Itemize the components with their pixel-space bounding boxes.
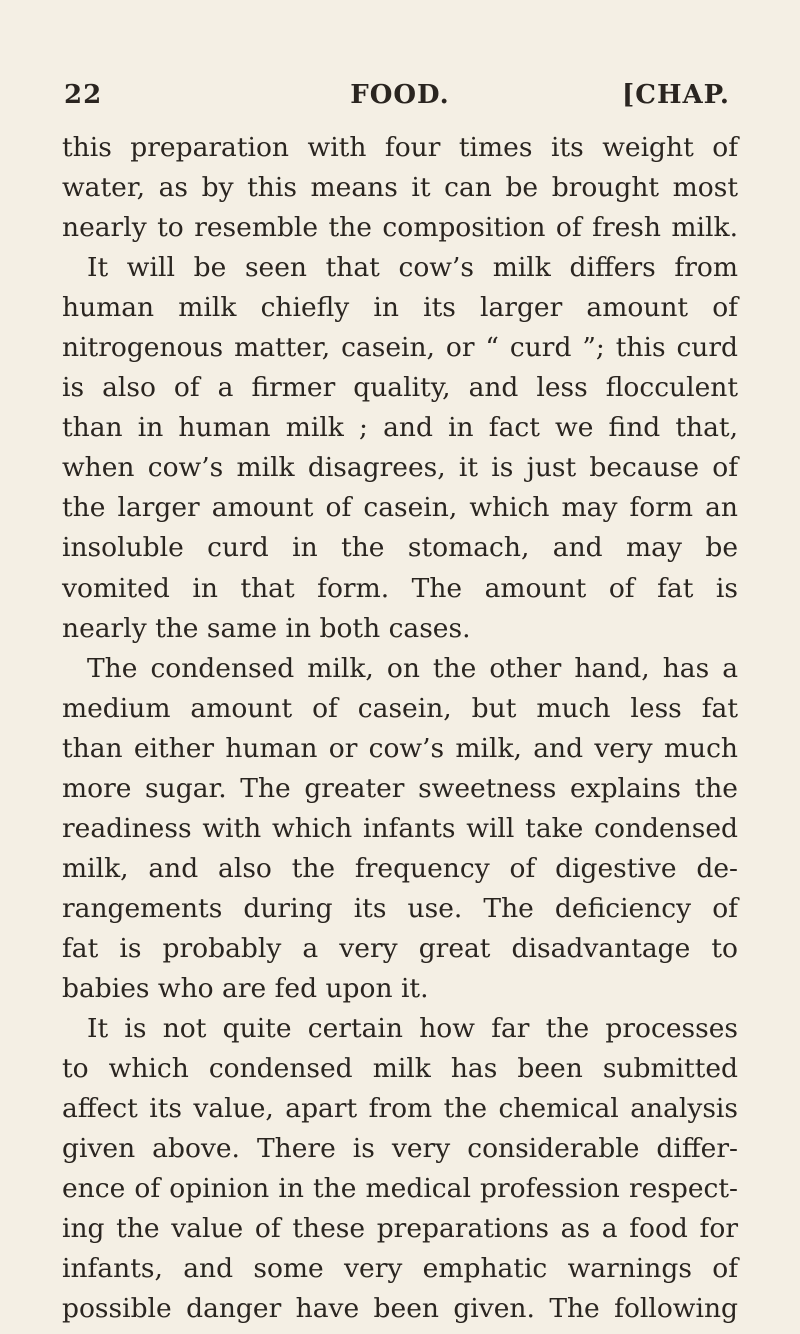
page-number: 22 bbox=[64, 80, 103, 110]
text-line: milk, and also the frequency of digestive de- bbox=[62, 852, 738, 884]
text-line: nearly the same in both cases. bbox=[62, 612, 471, 644]
chapter-marker: [CHAP. bbox=[621, 80, 730, 110]
text-line: affect its value, apart from the chemical analysis bbox=[62, 1093, 738, 1125]
text-line: possible danger have been given. The following bbox=[62, 1293, 738, 1325]
text-line: insoluble curd in the stomach, and may be bbox=[62, 532, 738, 564]
running-head bbox=[64, 80, 736, 120]
running-title: FOOD. bbox=[350, 80, 450, 110]
text-line: nearly to resemble the composition of fresh milk. bbox=[62, 212, 738, 244]
text-line: given above. There is very considerable differ- bbox=[62, 1133, 738, 1165]
text-line: ence of opinion in the medical profession respect- bbox=[62, 1173, 738, 1205]
text-line: the larger amount of casein, which may form an bbox=[62, 492, 738, 524]
text-line: infants, and some very emphatic warnings of bbox=[62, 1253, 738, 1285]
text-line: human milk chiefly in its larger amount of bbox=[62, 292, 738, 324]
text-line: rangements during its use. The deficiency of bbox=[62, 892, 738, 924]
text-line: this preparation with four times its weight of bbox=[62, 132, 738, 163]
text-line: fat is probably a very great disadvantage to bbox=[62, 932, 738, 964]
text-line: than either human or cow’s milk, and very much bbox=[62, 732, 738, 764]
text-line: ing the value of these preparations as a food for bbox=[62, 1213, 738, 1245]
text-line: when cow’s milk disagrees, it is just because of bbox=[62, 452, 738, 484]
text-line: more sugar. The greater sweetness explains the bbox=[62, 772, 738, 804]
text-line: babies who are fed upon it. bbox=[62, 972, 429, 1004]
text-line: nitrogenous matter, casein, or “ curd ”; this curd bbox=[62, 332, 738, 364]
text-line: is also of a firmer quality, and less flocculent bbox=[62, 372, 738, 404]
text-line: It is not quite certain how far the processes bbox=[87, 1013, 738, 1045]
text-line: It will be seen that cow’s milk differs from bbox=[87, 252, 738, 284]
text-line: water, as by this means it can be brought most bbox=[62, 172, 738, 204]
text-line: The condensed milk, on the other hand, has a bbox=[87, 652, 738, 684]
text-line: readiness with which infants will take condensed bbox=[62, 812, 738, 844]
text-line: medium amount of casein, but much less fat bbox=[62, 692, 738, 724]
text-line: vomited in that form. The amount of fat is bbox=[62, 572, 738, 604]
text-line: than in human milk ; and in fact we find that, bbox=[62, 412, 738, 444]
body-text bbox=[62, 128, 738, 1329]
text-line: to which condensed milk has been submitted bbox=[62, 1053, 738, 1085]
